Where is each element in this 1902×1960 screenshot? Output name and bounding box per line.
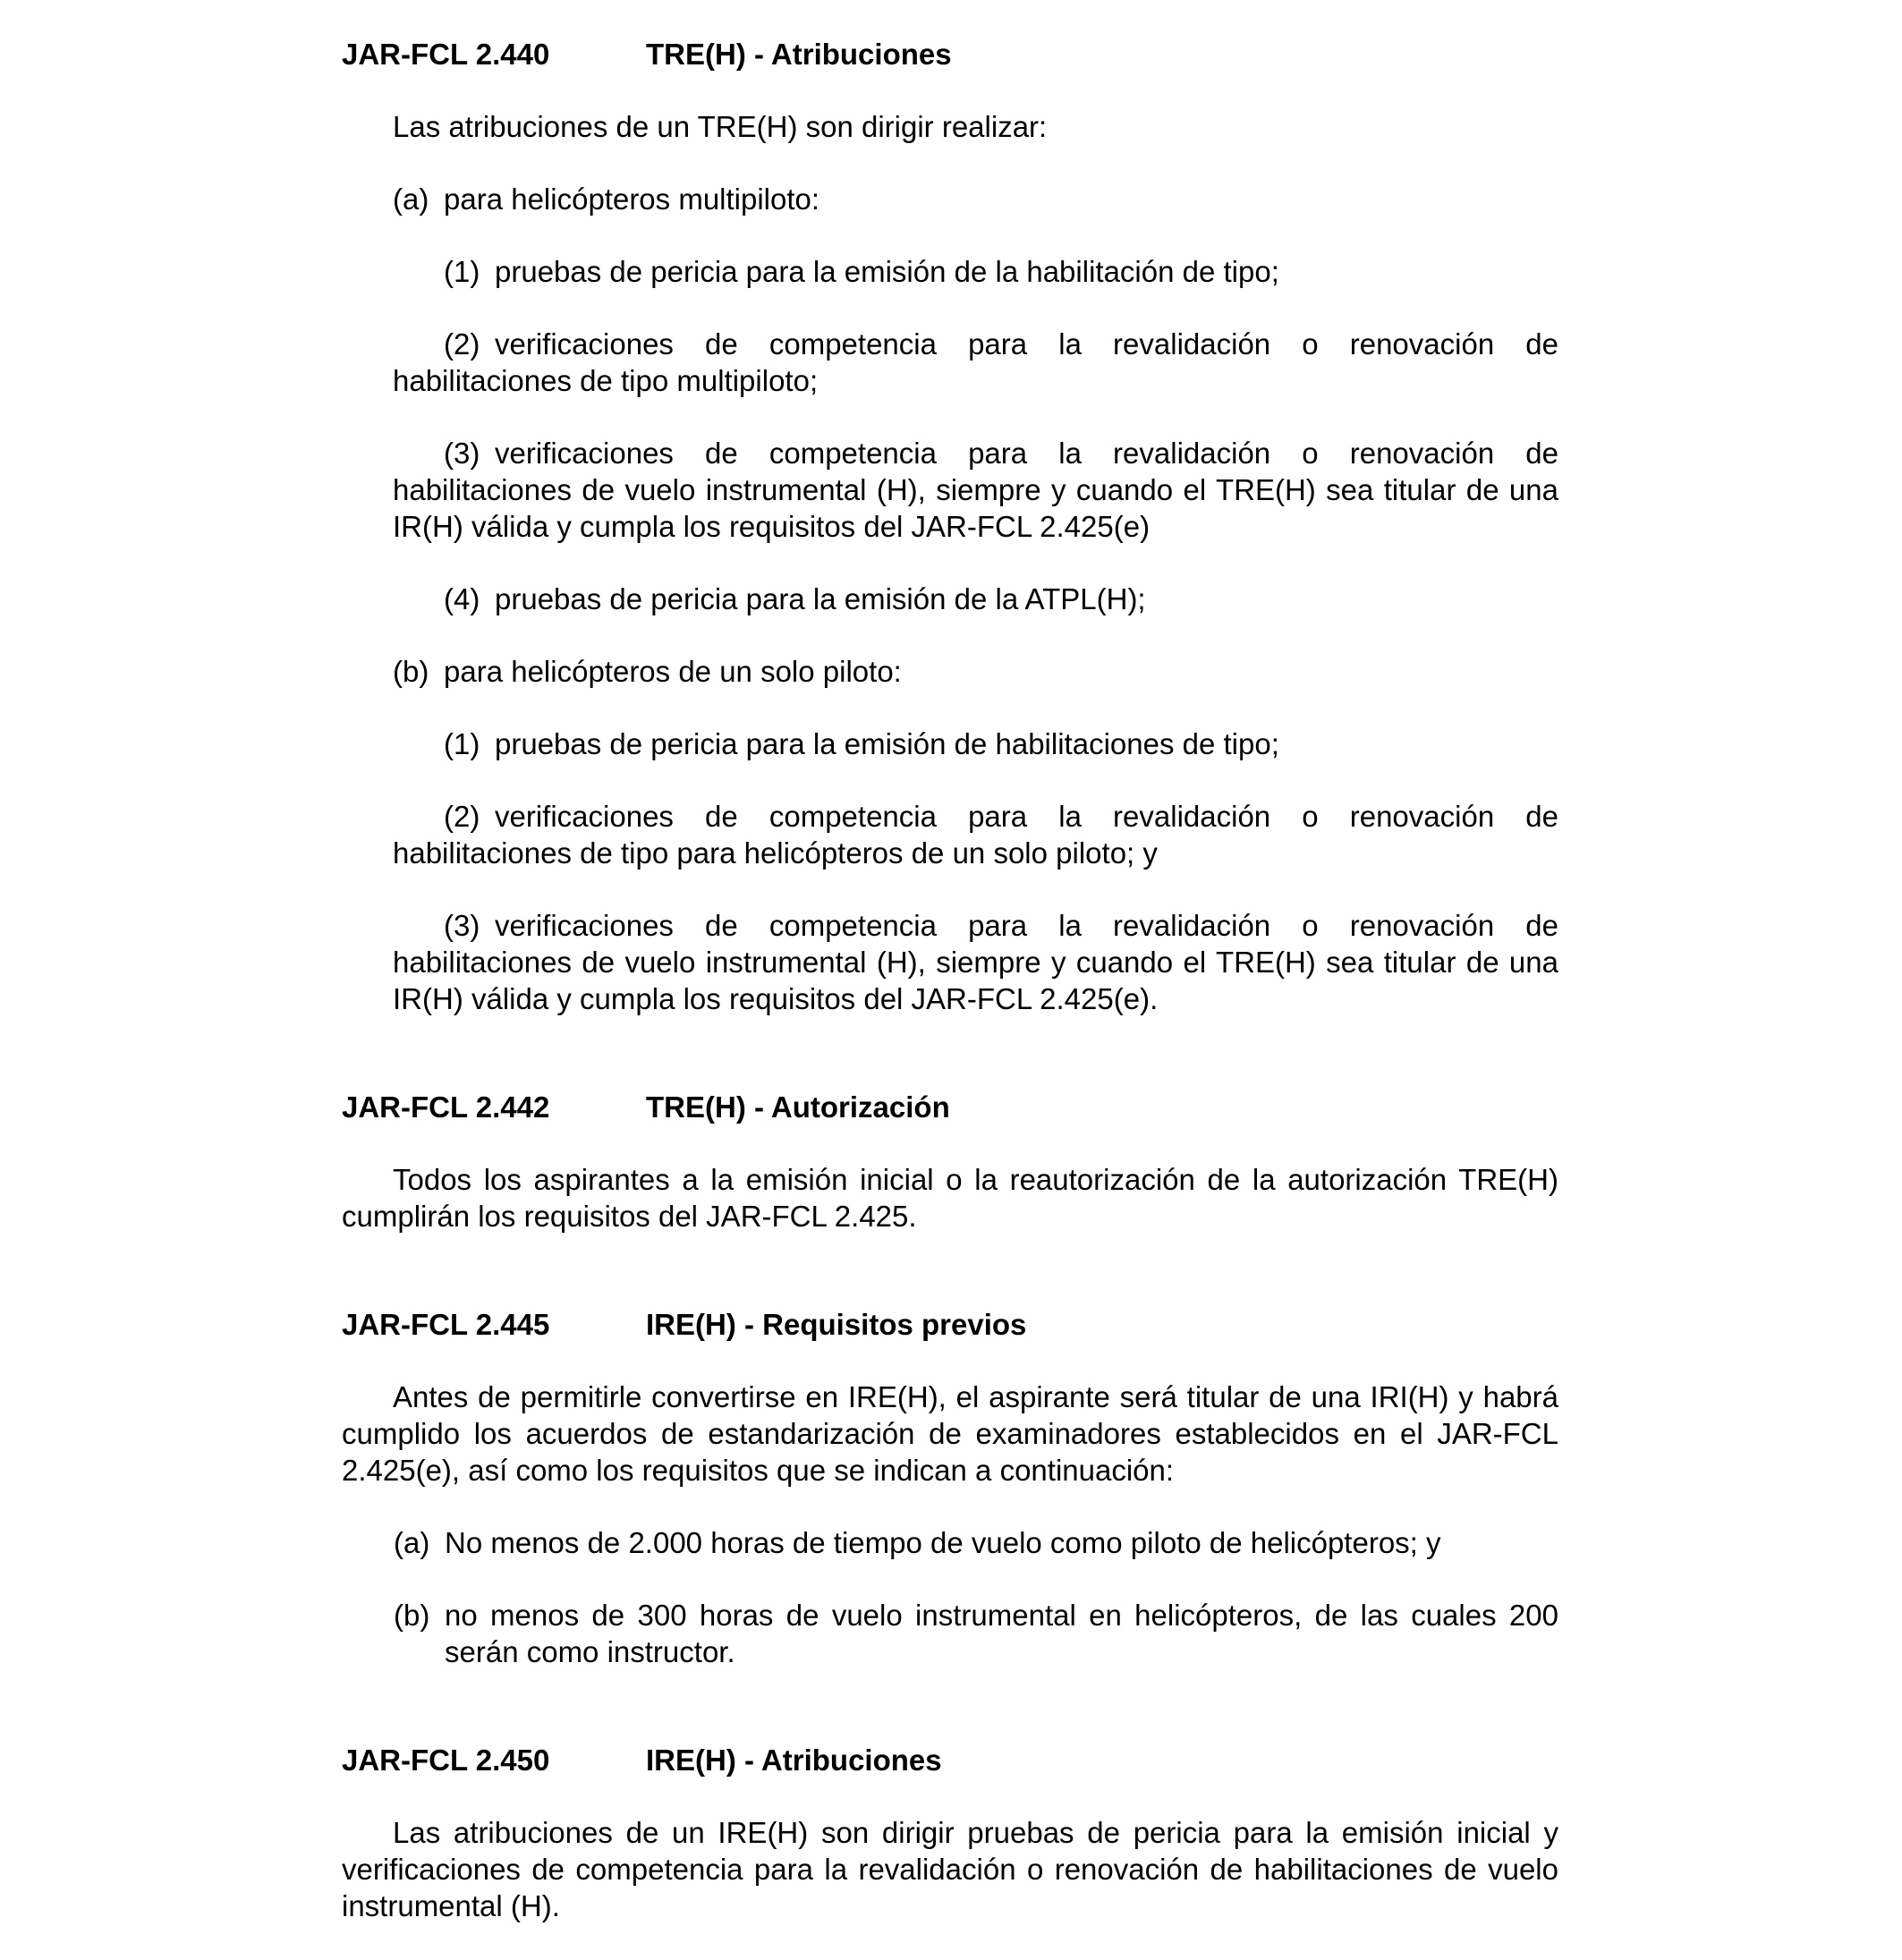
item-text: no menos de 300 horas de vuelo instrumental en helicópteros, de las cuales 200 serán como instructor. (445, 1599, 1558, 1668)
item-label: (b) (393, 655, 429, 688)
section-title: TRE(H) - Atribuciones (646, 38, 952, 71)
item-label: (1) (444, 727, 480, 760)
item-text: para helicópteros multipiloto: (444, 182, 820, 216)
item-label: (b) (394, 1599, 430, 1632)
item-text: verificaciones de competencia para la revalidación o renovación de habilitaciones de tipo para helicópteros de un solo piloto; y (393, 800, 1558, 870)
section-code: JAR-FCL 2.445 (342, 1308, 550, 1341)
item-text: para helicópteros de un solo piloto: (444, 655, 902, 688)
document-page (342, 36, 1558, 1960)
item-label: (4) (444, 582, 480, 615)
item-text: verificaciones de competencia para la revalidación o renovación de habilitaciones de vuelo instrumental (H), siempre y cuando el TRE(H) sea titular de una IR(H) válida y cumpla los requisitos del JAR-FCL 2.425(e). (393, 909, 1558, 1015)
section-heading-2450 (342, 1742, 1558, 1778)
list-item (342, 253, 1558, 290)
section-heading-2440 (342, 36, 1558, 72)
list-item (342, 725, 1558, 762)
section-code: JAR-FCL 2.440 (342, 38, 550, 71)
section-heading-2445 (342, 1306, 1558, 1343)
item-label: (1) (444, 255, 480, 288)
item-label: (3) (444, 437, 480, 470)
item-label: (2) (444, 327, 480, 361)
item-text: pruebas de pericia para la emisión de habilitaciones de tipo; (495, 727, 1279, 760)
item-label: (3) (444, 909, 480, 942)
section-intro: Las atribuciones de un IRE(H) son dirigir pruebas de pericia para la emisión inicial y verificaciones de competencia para la revalidación o renovación de habilitaciones de vuelo instrumental (H). (342, 1816, 1558, 1922)
list-item (342, 907, 1558, 1017)
list-item (342, 1524, 1558, 1561)
item-text: verificaciones de competencia para la revalidación o renovación de habilitaciones de vuelo instrumental (H), siempre y cuando el TRE(H) sea titular de una IR(H) válida y cumpla los requisitos del JAR-FCL 2.425(e) (393, 437, 1558, 543)
section-intro: Todos los aspirantes a la emisión inicial o la reautorización de la autorización TRE(H) cumplirán los requisitos del JAR-FCL 2.425. (342, 1163, 1558, 1233)
item-text: pruebas de pericia para la emisión de la ATPL(H); (495, 582, 1146, 615)
item-text: No menos de 2.000 horas de tiempo de vuelo como piloto de helicópteros; y (445, 1526, 1441, 1559)
list-item (342, 581, 1558, 617)
section-intro: Las atribuciones de un TRE(H) son dirigir realizar: (393, 110, 1048, 143)
list-item (342, 181, 1558, 217)
list-item (342, 798, 1558, 871)
section-code: JAR-FCL 2.442 (342, 1090, 550, 1124)
section-title: IRE(H) - Requisitos previos (646, 1308, 1027, 1341)
section-code: JAR-FCL 2.450 (342, 1744, 550, 1777)
list-item (342, 435, 1558, 545)
item-label: (a) (394, 1526, 430, 1559)
list-item (342, 326, 1558, 399)
section-heading-2442 (342, 1089, 1558, 1125)
section-intro: Antes de permitirle convertirse en IRE(H), el aspirante será titular de una IRI(H) y habrá cumplido los acuerdos de estandarización de examinadores establecidos en el JAR-FCL 2.425(e), así como los requisitos que se indican a continuación: (342, 1380, 1558, 1487)
section-title: IRE(H) - Atribuciones (646, 1744, 942, 1777)
item-label: (2) (444, 800, 480, 833)
item-text: pruebas de pericia para la emisión de la habilitación de tipo; (495, 255, 1279, 288)
section-title: TRE(H) - Autorización (646, 1090, 950, 1124)
list-item (342, 653, 1558, 690)
list-item (342, 1597, 1558, 1670)
item-label: (a) (393, 182, 429, 216)
item-text: verificaciones de competencia para la revalidación o renovación de habilitaciones de tipo multipiloto; (393, 327, 1558, 397)
